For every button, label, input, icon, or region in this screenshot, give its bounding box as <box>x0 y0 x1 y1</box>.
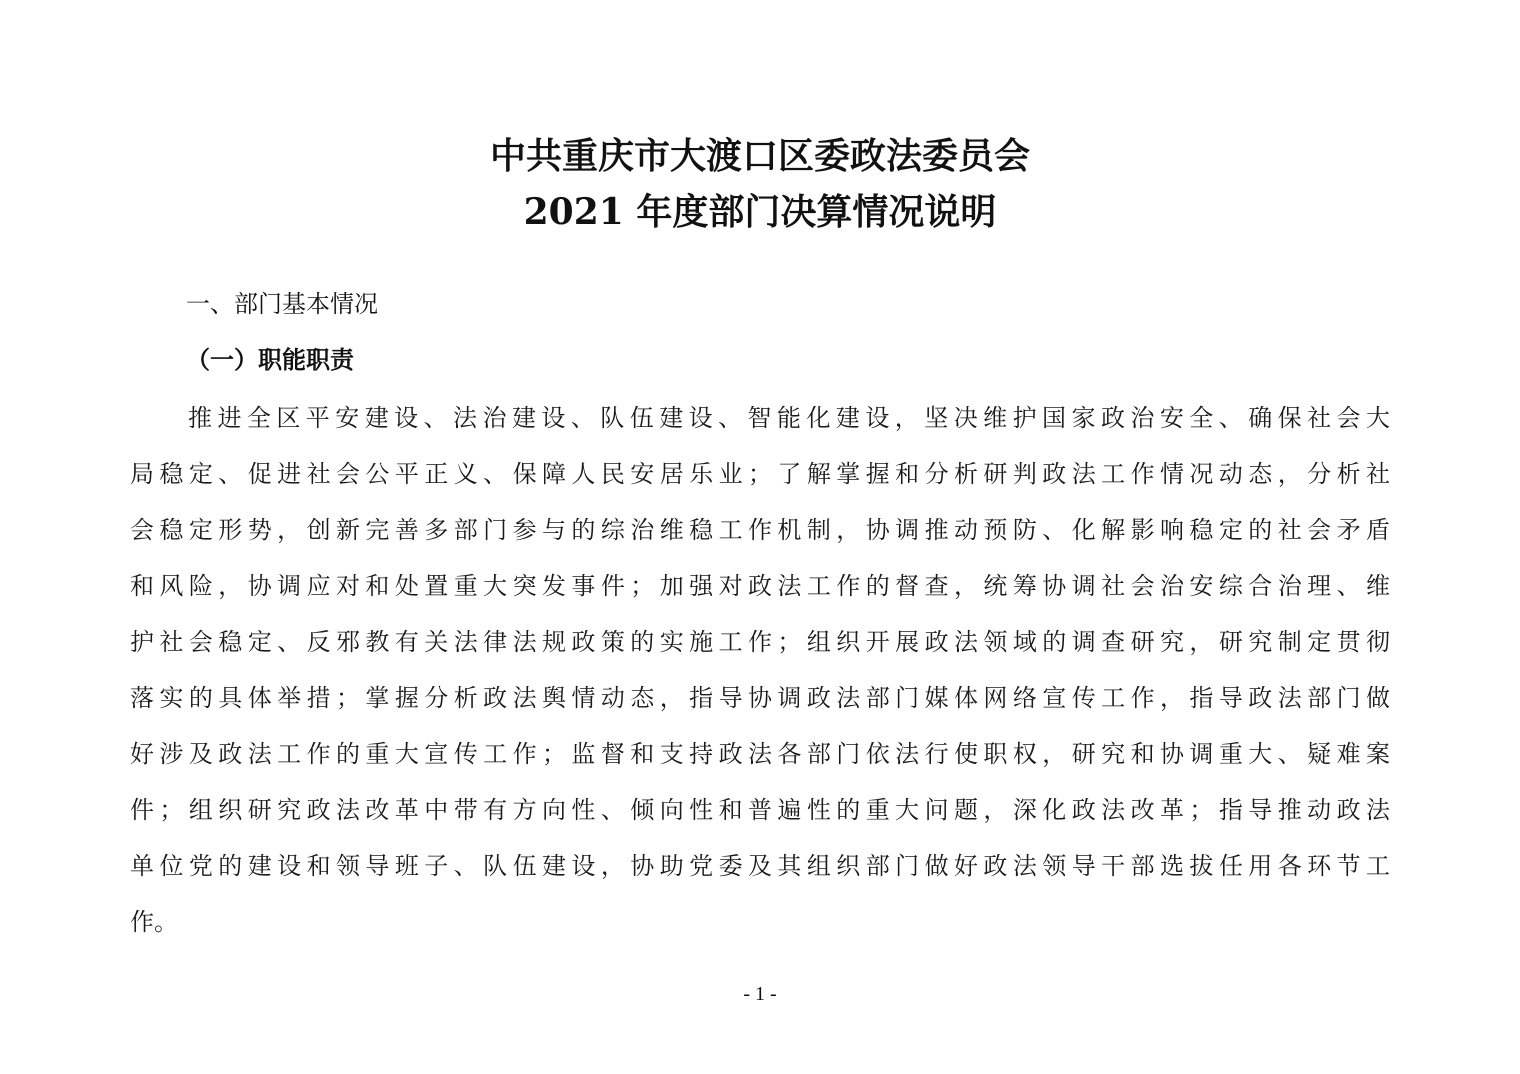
duties-paragraph <box>130 390 1390 950</box>
paragraph-line: 单位党的建设和领导班子、队伍建设，协助党委及其组织部门做好政法领导干部选拔任用各环节工 <box>130 852 1390 880</box>
paragraph-line: 局稳定、促进社会公平正义、保障人民安居乐业；了解掌握和分析研判政法工作情况动态，分析社 <box>130 460 1390 488</box>
subsection-heading-duties: （一）职能职责 <box>186 346 354 374</box>
paragraph-line: 落实的具体举措；掌握分析政法舆情动态，指导协调政法部门媒体网络宣传工作，指导政法部门做 <box>130 684 1390 712</box>
paragraph-line: 好涉及政法工作的重大宣传工作；监督和支持政法各部门依法行使职权，研究和协调重大、疑难案 <box>130 740 1390 768</box>
paragraph-line: 推进全区平安建设、法治建设、队伍建设、智能化建设，坚决维护国家政治安全、确保社会大 <box>188 404 1390 432</box>
paragraph-line-last: 作。 <box>130 908 178 936</box>
paragraph-line: 护社会稳定、反邪教有关法律法规政策的实施工作；组织开展政法领域的调查研究，研究制定贯彻 <box>130 628 1390 656</box>
title-line-organization: 中共重庆市大渡口区委政法委员会 <box>489 135 1030 177</box>
document-title <box>0 128 1520 240</box>
title-line-report: 2021 年度部门决算情况说明 <box>523 191 997 233</box>
page-number: - 1 - <box>743 983 777 1005</box>
paragraph-line: 会稳定形势，创新完善多部门参与的综治维稳工作机制，协调推动预防、化解影响稳定的社会矛盾 <box>130 516 1390 544</box>
section-heading-basic-info: 一、部门基本情况 <box>186 290 378 318</box>
paragraph-line: 件；组织研究政法改革中带有方向性、倾向性和普遍性的重大问题，深化政法改革；指导推动政法 <box>130 796 1390 824</box>
paragraph-line: 和风险，协调应对和处置重大突发事件；加强对政法工作的督查，统筹协调社会治安综合治理、维 <box>130 572 1390 600</box>
